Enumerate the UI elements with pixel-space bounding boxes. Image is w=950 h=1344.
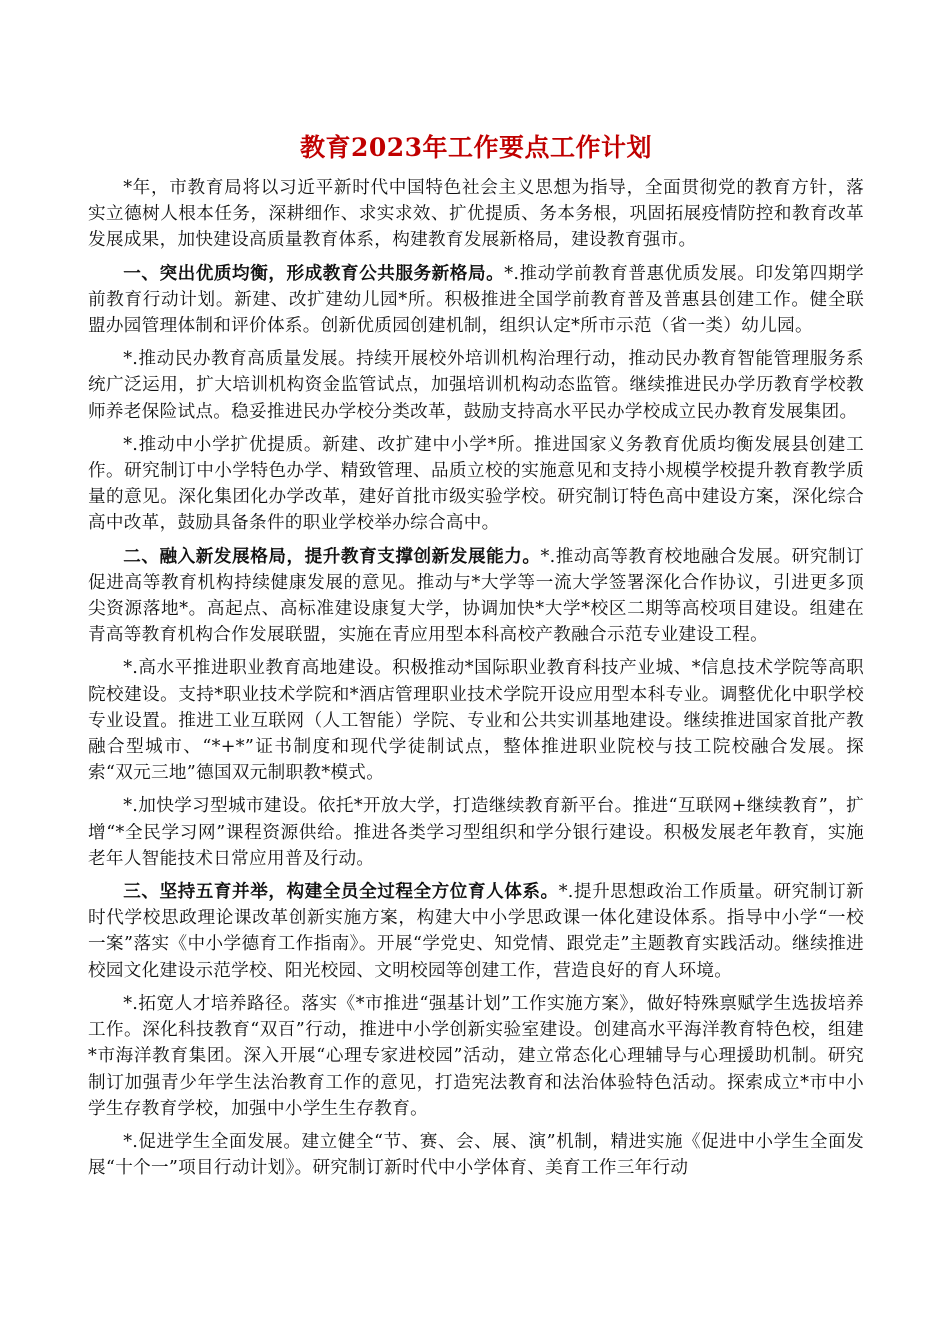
paragraph [88, 991, 864, 1122]
paragraph-text: *.推动学前教育普惠优质发展。印发第四期学前教育行动计划。新建、改扩建幼儿园*所。积极推进全国学前教育普及普惠县创建工作。健全联盟办园管理体制和评价体系。创新优质园创建机制，组织认定*所市示范（省一类）幼儿园。 [88, 263, 864, 337]
paragraph [88, 346, 864, 425]
paragraph-text: *.高水平推进职业教育高地建设。积极推动*国际职业教育科技产业城、*信息技术学院等高职院校建设。支持*职业技术学院和*酒店管理职业技术学院开设应用型本科专业。调整优化中职学校专业设置。推进工业互联网（人工智能）学院、专业和公共实训基地建设。继续推进国家首批产教融合型城市、“*+*”证书制度和现代学徒制试点，整体推进职业院校与技工院校融合发展。探索“双元三地”德国双元制职教*模式。 [88, 658, 864, 784]
section-heading: 二、融入新发展格局，提升教育支撑创新发展能力。 [123, 545, 541, 567]
paragraph [88, 793, 864, 872]
paragraph [88, 432, 864, 537]
section-heading: 三、坚持五育并举，构建全员全过程全方位育人体系。 [123, 881, 559, 903]
paragraph-section-2 [88, 544, 864, 649]
paragraph [88, 655, 864, 786]
paragraph-section-1 [88, 261, 864, 340]
paragraph-text: *.推动高等教育校地融合发展。研究制订促进高等教育机构持续健康发展的意见。推动与*大学等一流大学签署深化合作协议，引进更多顶尖资源落地*。高起点、高标准建设康复大学，协调加快*大学*校区二期等高校项目建设。组建在青高等教育机构合作发展联盟，实施在青应用型本科高校产教融合示范专业建设工程。 [88, 546, 865, 646]
paragraph-text: *.推动中小学扩优提质。新建、改扩建中小学*所。推进国家义务教育优质均衡发展县创建工作。研究制订中小学特色办学、精致管理、品质立校的实施意见和支持小规模学校提升教育教学质量的意见。深化集团化办学改革，建好首批市级实验学校。研究制订特色高中建设方案，深化综合高中改革，鼓励具备条件的职业学校举办综合高中。 [88, 434, 864, 534]
paragraph-text: *.拓宽人才培养路径。落实《*市推进“强基计划”工作实施方案》，做好特殊禀赋学生选拔培养工作。深化科技教育“双百”行动，推进中小学创新实验室建设。创建高水平海洋教育特色校，组建*市海洋教育集团。深入开展“心理专家进校园”活动，建立常态化心理辅导与心理援助机制。研究制订加强青少年学生法治教育工作的意见，打造宪法教育和法治体验特色活动。探索成立*市中小学生存教育学校，加强中小学生生存教育。 [88, 993, 864, 1119]
paragraph-text: *.促进学生全面发展。建立健全“节、赛、会、展、演”机制，精进实施《促进中小学生全面发展“十个一”项目行动计划》。研究制订新时代中小学体育、美育工作三年行动 [88, 1131, 864, 1179]
section-heading: 一、突出优质均衡，形成教育公共服务新格局。 [123, 262, 505, 284]
document-title: 教育2023年工作要点工作计划 [299, 133, 653, 162]
paragraph-text: *.加快学习型城市建设。依托*开放大学，打造继续教育新平台。推进“互联网+继续教育”，扩增“*全民学习网”课程资源供给。推进各类学习型组织和学分银行建设。积极发展老年教育，实施老年人智能技术日常应用普及行动。 [88, 796, 864, 869]
paragraph-section-3 [88, 879, 864, 984]
document-page [88, 128, 864, 1188]
paragraph [88, 1129, 864, 1181]
paragraph-intro [88, 175, 864, 254]
paragraph-text: *.推动民办教育高质量发展。持续开展校外培训机构治理行动，推动民办教育智能管理服务系统广泛运用，扩大培训机构资金监管试点，加强培训机构动态监管。继续推进民办学历教育学校教师养老保险试点。稳妥推进民办学校分类改革，鼓励支持高水平民办学校成立民办教育发展集团。 [88, 349, 864, 422]
paragraph-text: *.提升思想政治工作质量。研究制订新时代学校思政理论课改革创新实施方案，构建大中小学思政课一体化建设体系。指导中小学“一校一案”落实《中小学德育工作指南》。开展“学党史、知党情、跟党走”主题教育实践活动。继续推进校园文化建设示范学校、阳光校园、文明校园等创建工作，营造良好的育人环境。 [88, 882, 865, 981]
paragraph-text: *年，市教育局将以习近平新时代中国特色社会主义思想为指导，全面贯彻党的教育方针，落实立德树人根本任务，深耕细作、求实求效、扩优提质、务本务根，巩固拓展疫情防控和教育改革发展成果，加快建设高质量教育体系，构建教育发展新格局，建设教育强市。 [88, 178, 864, 251]
